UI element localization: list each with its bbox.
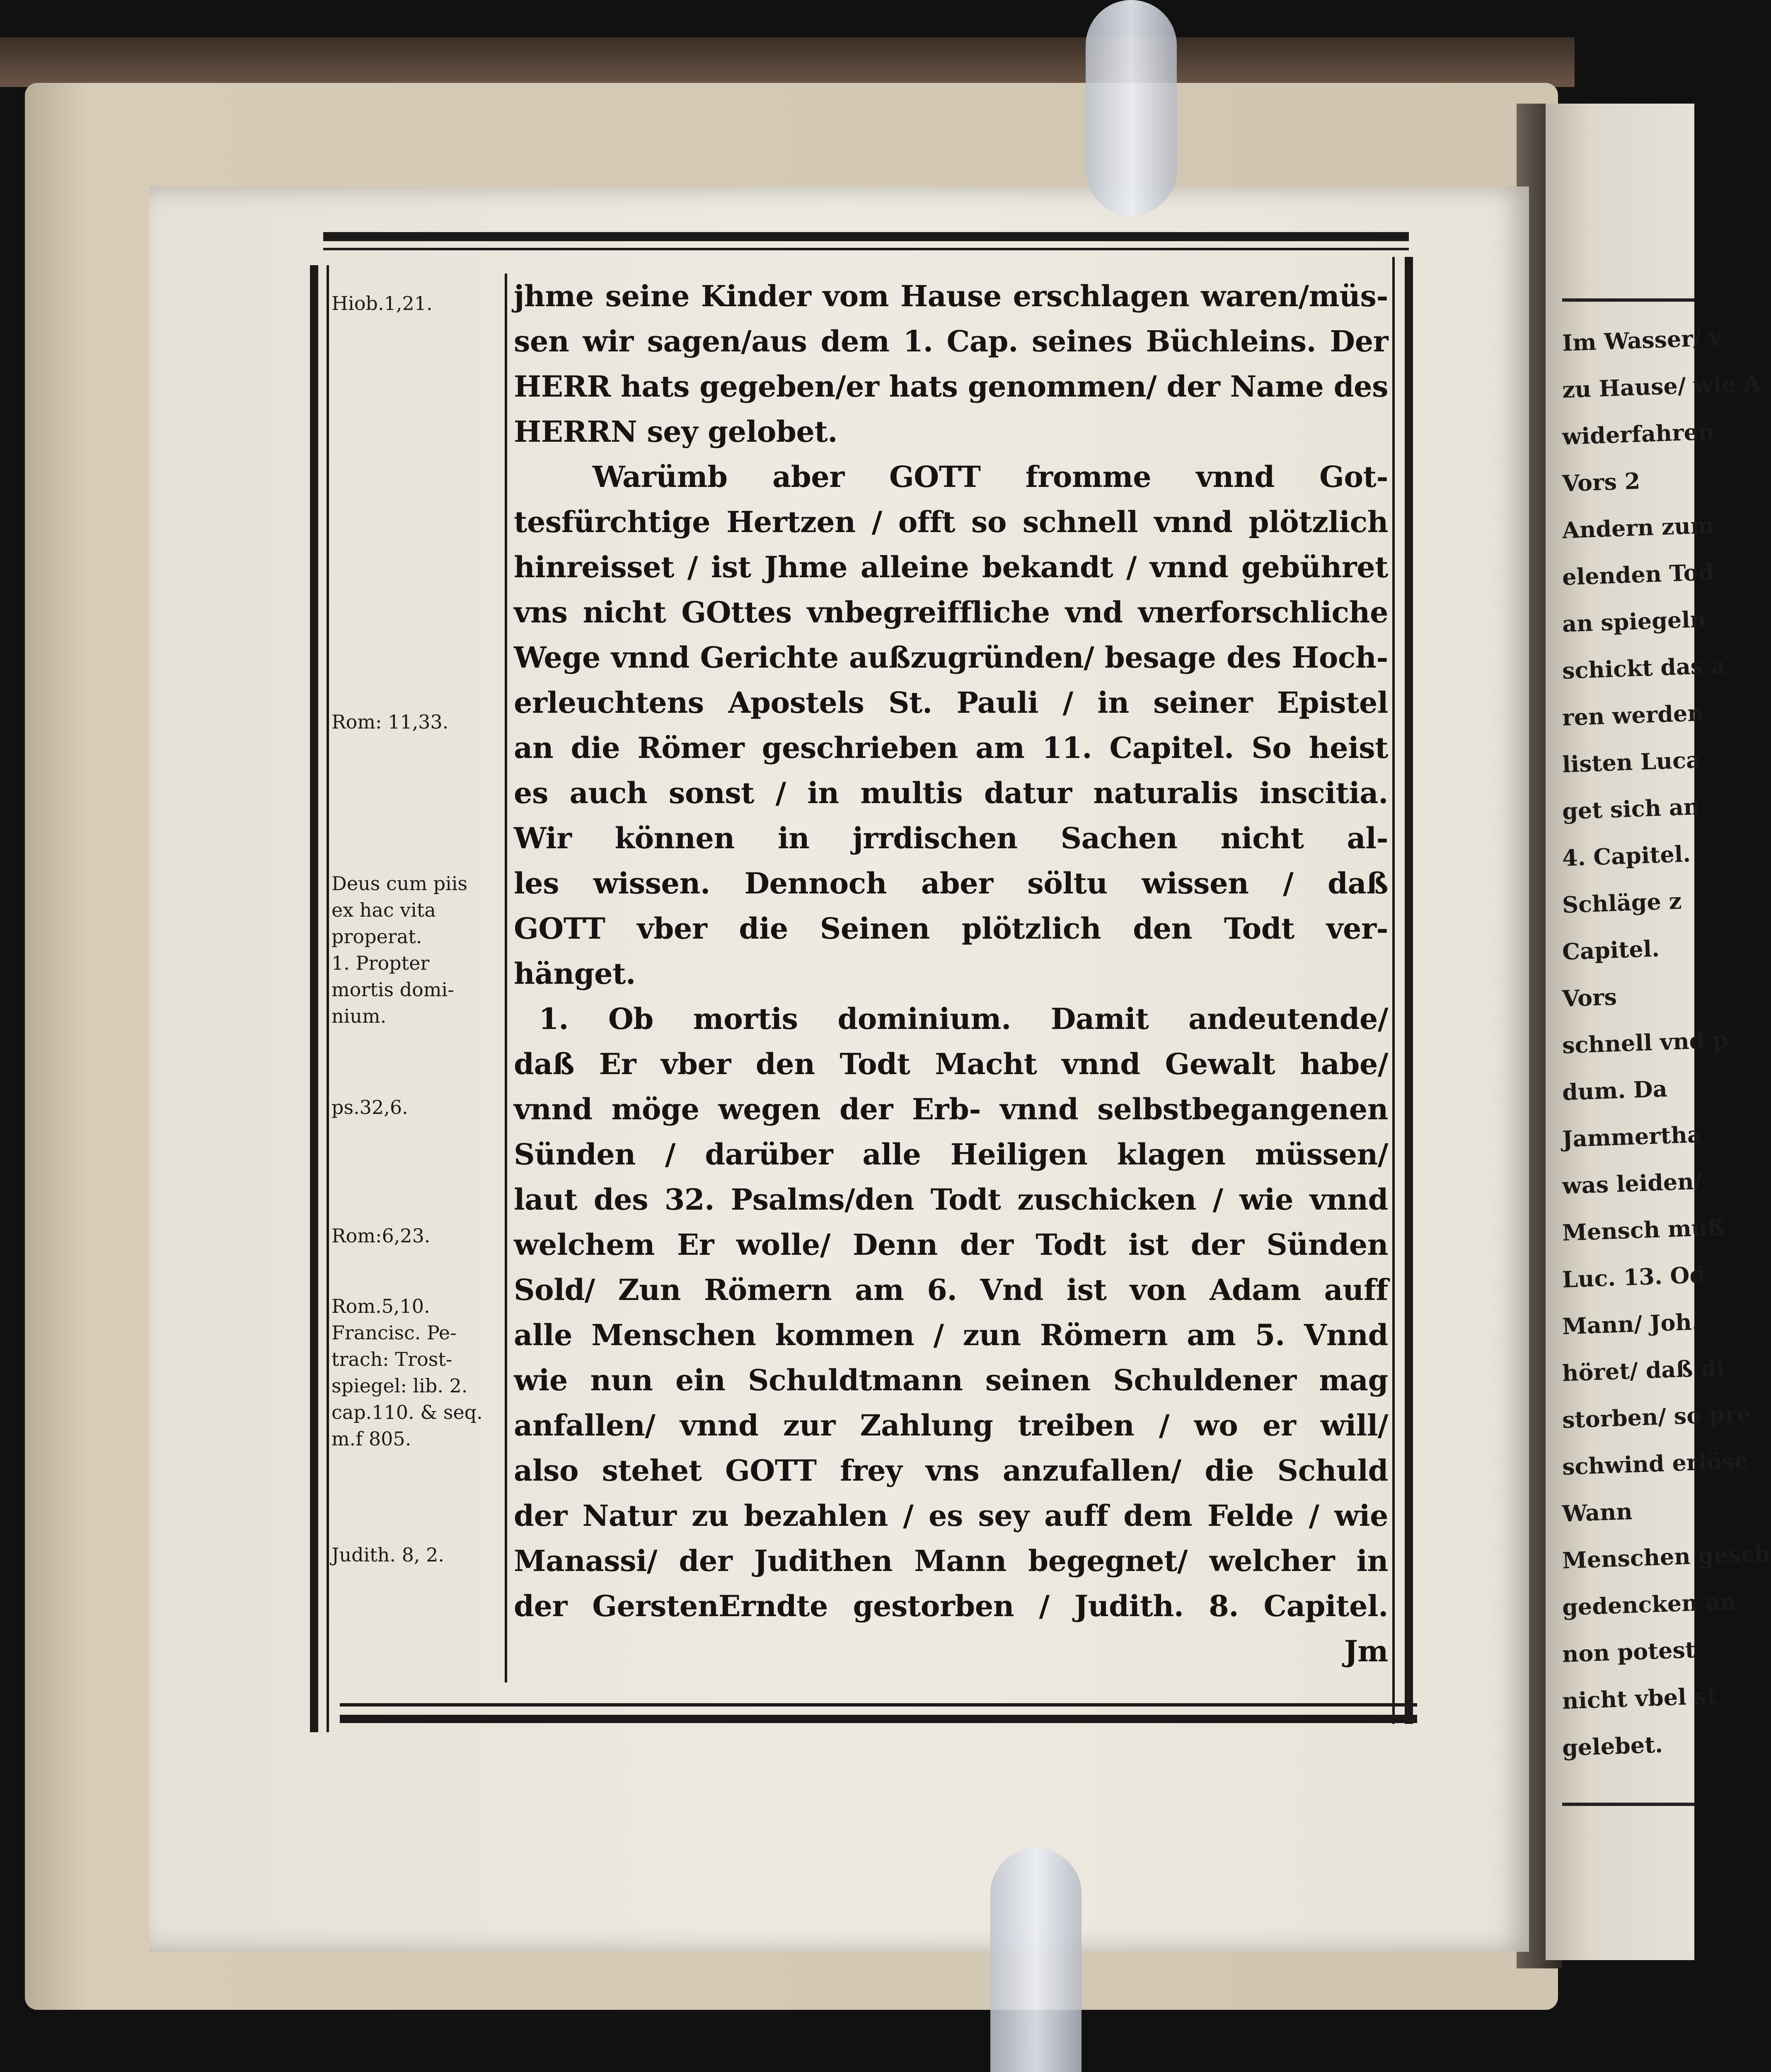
facing-page-line: gelebet. bbox=[1561, 1731, 1663, 1761]
text-line: der GerstenErndte gestorben / Judith. 8. Capitel. bbox=[514, 1589, 1388, 1623]
text-line: vnnd möge wegen der Erb- vnnd selbstbegangenen bbox=[514, 1092, 1388, 1126]
text-line: Sold/ Zun Römern am 6. Vnd ist von Adam auff bbox=[514, 1273, 1388, 1307]
frame-rule-top-thin bbox=[323, 248, 1409, 250]
text-line: erleuchtens Apostels St. Pauli / in seiner Epistel bbox=[514, 685, 1388, 720]
text-line: alle Menschen kommen / zun Römern am 5. Vnnd bbox=[514, 1318, 1388, 1352]
frame-rule-bottom-thin bbox=[340, 1703, 1417, 1706]
facing-page-line: Im Wasser/ v bbox=[1561, 324, 1723, 356]
facing-page-line: get sich an bbox=[1561, 793, 1700, 825]
facing-page-line: schnell vnd p bbox=[1561, 1026, 1729, 1059]
text-line: HERR hats gegeben/er hats genommen/ der Name des bbox=[514, 369, 1388, 404]
facing-page-line: nicht vbel st bbox=[1561, 1682, 1718, 1714]
page-clip-top bbox=[1086, 0, 1177, 215]
text-line: Wege vnnd Gerichte außzugründen/ besage des Hoch- bbox=[514, 640, 1388, 675]
text-line: welchem Er wolle/ Denn der Todt ist der Sünden bbox=[514, 1227, 1388, 1262]
facing-page-line: Andern zum bbox=[1561, 511, 1715, 544]
frame-rule-top bbox=[323, 232, 1409, 241]
facing-page-line: Mann/ Joh. bbox=[1561, 1308, 1700, 1340]
text-line: daß Er vber den Todt Macht vnnd Gewalt habe/ bbox=[514, 1047, 1388, 1081]
text-line: also stehet GOTT frey vns anzufallen/ die Schuld bbox=[514, 1453, 1388, 1488]
facing-page-line: schwind erlöse bbox=[1561, 1447, 1749, 1480]
text-line: HERRN sey gelobet. bbox=[514, 414, 838, 449]
facing-page-line: Wann bbox=[1561, 1498, 1633, 1527]
facing-page-line: was leiden/ bbox=[1561, 1168, 1703, 1199]
page-clip-bottom bbox=[990, 1848, 1081, 2072]
margin-note-judith: Judith. 8, 2. bbox=[331, 1544, 444, 1566]
facing-page-rule bbox=[1562, 298, 1694, 302]
text-line: sen wir sagen/aus dem 1. Cap. seines Büchleins. Der bbox=[514, 324, 1388, 358]
margin-note-deus: Deus cum piis ex hac vita properat. 1. Propter mortis domi- nium. bbox=[331, 872, 468, 1027]
text-line: jhme seine Kinder vom Hause erschlagen waren/müs- bbox=[514, 279, 1388, 313]
facing-page-line: widerfahren bbox=[1561, 418, 1715, 450]
facing-page-line: Schläge z bbox=[1561, 887, 1682, 918]
facing-page-line: elenden Tod bbox=[1561, 558, 1715, 591]
text-line: laut des 32. Psalms/den Todt zuschicken / wie vnnd bbox=[514, 1182, 1388, 1217]
text-line: vns nicht GOttes vnbegreiffliche vnd vnerforschliche bbox=[514, 595, 1388, 629]
text-line: Warümb aber GOTT fromme vnnd Got- bbox=[593, 460, 1388, 494]
facing-page-line: Luc. 13. Od bbox=[1561, 1261, 1706, 1293]
facing-page-line: schickt das a bbox=[1561, 652, 1726, 684]
facing-page-line: non potest bbox=[1561, 1636, 1696, 1668]
text-line: der Natur zu bezahlen / es sey auff dem Felde / wie bbox=[514, 1498, 1388, 1533]
margin-note-rom5: Rom.5,10. Francisc. Pe- trach: Trost- spiegel: lib. 2. cap.110. & seq. m.f 805. bbox=[331, 1295, 483, 1450]
text-line: es auch sonst / in multis datur naturalis inscitia. bbox=[514, 776, 1388, 810]
facing-page-line: Capitel. bbox=[1561, 935, 1660, 965]
catchword: Jm bbox=[1344, 1634, 1388, 1668]
facing-page-line: Menschen gesch bbox=[1561, 1540, 1771, 1574]
facing-page-line: 4. Capitel. bbox=[1561, 840, 1691, 871]
text-line: hinreisset / ist Jhme alleine bekandt / vnnd gebühret bbox=[514, 550, 1388, 584]
margin-note-rom11: Rom: 11,33. bbox=[331, 711, 449, 733]
facing-page-line: ren werden bbox=[1561, 699, 1704, 731]
facing-page-line: Jammertha bbox=[1561, 1121, 1702, 1152]
text-line: 1. Ob mortis dominium. Damit andeutende/ bbox=[539, 1002, 1388, 1036]
facing-page-line: Vors 2 bbox=[1561, 467, 1641, 497]
text-line: wie nun ein Schuldtmann seinen Schuldener mag bbox=[514, 1363, 1388, 1397]
frame-rule-left bbox=[310, 265, 318, 1732]
main-text-block bbox=[514, 274, 1388, 1674]
frame-rule-right-thin bbox=[1392, 257, 1395, 1724]
facing-page-line: an spiegeln bbox=[1561, 605, 1707, 637]
margin-note-rom6: Rom:6,23. bbox=[331, 1225, 431, 1247]
text-line: anfallen/ vnnd zur Zahlung treiben / wo er will/ bbox=[514, 1408, 1388, 1443]
text-line: GOTT vber die Seinen plötzlich den Todt ver- bbox=[514, 911, 1388, 946]
facing-page-line: Vors bbox=[1561, 983, 1617, 1012]
frame-rule-left-thin bbox=[327, 265, 329, 1732]
facing-page bbox=[1546, 104, 1771, 1960]
text-line: les wissen. Dennoch aber söltu wissen / daß bbox=[514, 866, 1388, 900]
margin-note-hiob: Hiob.1,21. bbox=[331, 292, 433, 315]
facing-page-line: storben/ so pre bbox=[1561, 1400, 1752, 1433]
facing-page-line: zu Hause/ wie A bbox=[1561, 370, 1761, 403]
text-line: tesfürchtige Hertzen / offt so schnell vnnd plötzlich bbox=[514, 505, 1388, 539]
facing-page-line: gedencken an bbox=[1561, 1588, 1737, 1621]
facing-page-line: listen Luca bbox=[1561, 746, 1701, 778]
text-line: hänget. bbox=[514, 956, 636, 991]
text-line: Sünden / darüber alle Heiligen klagen müssen/ bbox=[514, 1137, 1388, 1172]
margin-note-ps32: ps.32,6. bbox=[331, 1096, 408, 1118]
facing-page-line: dum. Da bbox=[1561, 1075, 1668, 1106]
facing-page-line: Mensch muß bbox=[1561, 1214, 1725, 1246]
frame-rule-right bbox=[1405, 257, 1413, 1724]
text-line: an die Römer geschrieben am 11. Capitel. So heist bbox=[514, 731, 1388, 765]
text-line: Manassi/ der Judithen Mann begegnet/ welcher in bbox=[514, 1544, 1388, 1578]
facing-page-line: höret/ daß di bbox=[1561, 1354, 1725, 1387]
book-cover-top bbox=[0, 37, 1575, 87]
facing-page-rule bbox=[1562, 1803, 1694, 1806]
frame-rule-bottom bbox=[340, 1715, 1417, 1723]
text-line: Wir können in jrrdischen Sachen nicht al- bbox=[514, 821, 1388, 855]
